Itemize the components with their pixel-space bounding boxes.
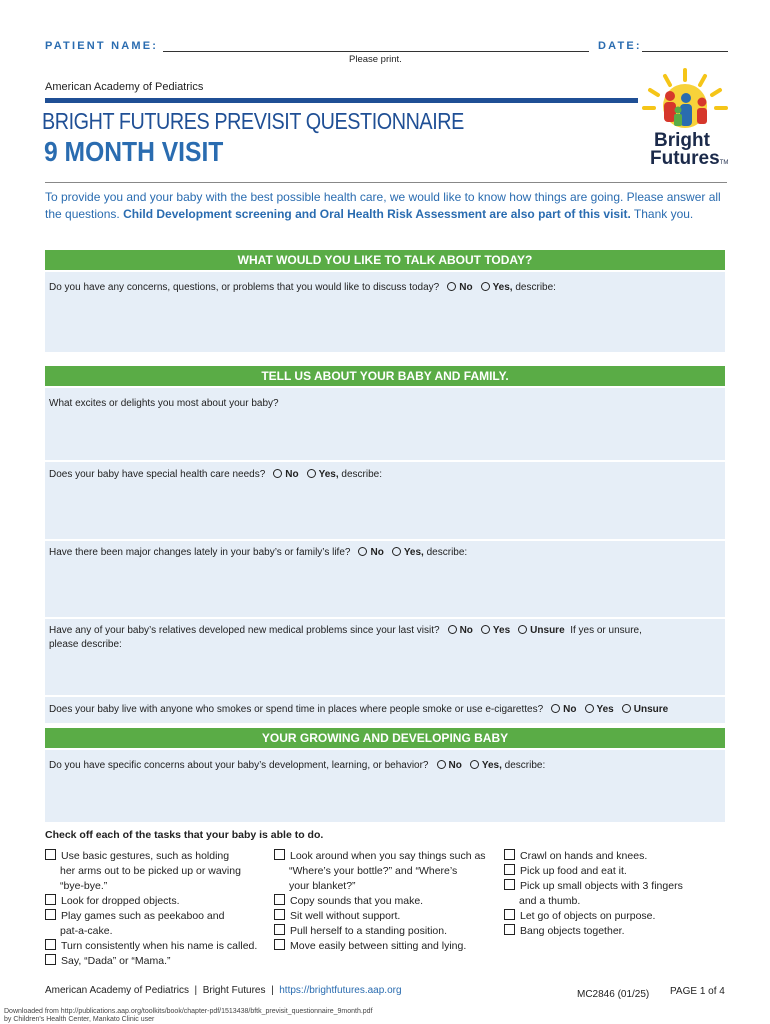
task-label: pat-a-cake. [60,925,113,937]
header-rule [45,98,638,103]
form-code: MC2846 (01/25) [577,989,650,1000]
task-item[interactable] [504,879,730,909]
growing-q1-text: Do you have specific concerns about your baby’s development, learning, or behavior? [49,760,429,771]
task-label: Sit well without support. [290,910,401,922]
task-label: Crawl on hands and knees. [520,850,648,862]
describe-label: describe: [423,547,468,558]
intro-paragraph [45,189,735,223]
task-label: Pick up small objects with 3 fingers [520,880,683,892]
tasks-col1 [45,849,275,969]
task-checkbox[interactable] [45,954,56,965]
task-checkbox[interactable] [504,909,515,920]
task-label: Pull herself to a standing position. [290,925,448,937]
section-family-heading: TELL US ABOUT YOUR BABY AND FAMILY. [45,366,725,386]
task-label: Turn consistently when his name is called. [61,940,258,952]
patient-name-label: PATIENT NAME: [45,40,159,52]
intro-text: To provide you and your baby with the best possible health care, we would like to know how things are going. Please answer all the questions. [45,190,721,221]
task-checkbox[interactable] [504,849,515,860]
family-q3-text: Have there been major changes lately in your baby’s or family’s life? [49,547,351,558]
talk-no-radio[interactable] [447,282,456,291]
task-checkbox[interactable] [45,849,56,860]
intro-end: Thank you. [630,207,694,221]
no-label: No [285,469,299,480]
task-checkbox[interactable] [274,894,285,905]
download-note-2: by Children's Health Center, Mankato Clinic user [4,1016,155,1023]
header-divider [45,182,727,183]
yes-label: Yes, [403,547,424,558]
task-checkbox[interactable] [274,849,285,860]
tasks-heading: Check off each of the tasks that your baby is able to do. [45,829,324,841]
family-q4-unsure-radio[interactable] [518,625,527,634]
task-checkbox[interactable] [45,939,56,950]
task-item[interactable] [45,939,275,954]
date-label: DATE: [598,40,642,52]
task-item[interactable] [274,909,506,924]
task-item[interactable] [274,924,506,939]
family-q5-unsure-radio[interactable] [622,704,631,713]
family-q3-box[interactable] [45,541,725,619]
task-label: your blanket?” [289,880,356,892]
footer-sep: | [271,985,274,996]
family-q4-box[interactable] [45,619,725,697]
family-q1-box[interactable] [45,388,725,462]
no-label: No [459,282,473,293]
task-label: Move easily between sitting and lying. [290,940,467,952]
page-title: BRIGHT FUTURES PREVISIT QUESTIONNAIRE [42,108,464,134]
family-q5-yes-radio[interactable] [585,704,594,713]
task-label: Say, “Dada” or “Mama.” [61,955,171,967]
footer-sep: | [194,985,198,996]
growing-no-radio[interactable] [437,760,446,769]
footer-left [45,985,402,996]
task-label: Play games such as peekaboo and [61,910,225,922]
task-label: Look for dropped objects. [61,895,180,907]
intro-bold: Child Development screening and Oral Health Risk Assessment are also part of this visit. [123,207,631,221]
footer-bf: Bright Futures [202,985,266,996]
family-q4-yes-radio[interactable] [481,625,490,634]
no-label: No [563,704,577,715]
family-q1-text: What excites or delights you most about your baby? [49,398,279,409]
task-item[interactable] [45,909,275,939]
family-q4-if-yes: If yes or unsure, [570,625,642,636]
task-label: Bang objects together. [520,925,625,937]
task-item[interactable] [504,864,730,879]
task-checkbox[interactable] [274,939,285,950]
family-q5-no-radio[interactable] [551,704,560,713]
task-label: Look around when you say things such as [290,850,486,862]
growing-q1-box[interactable] [45,750,725,824]
describe-label: describe: [501,760,546,771]
talk-q1-text: Do you have any concerns, questions, or problems that you would like to discuss today? [49,282,440,293]
no-label: No [459,625,473,636]
no-label: No [370,547,384,558]
task-checkbox[interactable] [274,909,285,920]
task-item[interactable] [45,849,275,894]
talk-q1-box[interactable] [45,272,725,354]
page-number: PAGE 1 of 4 [670,986,725,997]
date-field[interactable] [642,50,728,52]
task-item[interactable] [504,849,730,864]
task-label: Pick up food and eat it. [520,865,627,877]
task-label: Let go of objects on purpose. [520,910,656,922]
yes-label: Yes, [481,760,502,771]
sun-family-icon [640,66,730,138]
task-item[interactable] [45,954,275,969]
task-label: and a thumb. [519,895,581,907]
task-checkbox[interactable] [504,864,515,875]
task-item[interactable] [274,939,506,954]
task-label: her arms out to be picked up or waving [60,865,241,877]
org-name: American Academy of Pediatrics [45,81,204,93]
family-q5-box[interactable] [45,697,725,725]
task-label: “bye-bye.” [60,880,108,892]
task-item[interactable] [274,849,506,894]
task-label: Copy sounds that you make. [290,895,424,907]
growing-yes-radio[interactable] [470,760,479,769]
patient-name-field[interactable] [163,50,589,52]
describe-label: describe: [512,282,556,293]
task-item[interactable] [45,894,275,909]
visit-title: 9 MONTH VISIT [44,136,224,167]
yes-label: Yes [492,625,511,636]
family-q2-text: Does your baby have special health care needs? [49,469,266,480]
task-item[interactable] [504,924,730,939]
family-q2-no-radio[interactable] [273,469,282,478]
footer-org: American Academy of Pediatrics [45,985,189,996]
family-q3-yes-radio[interactable] [392,547,401,556]
logo-tm: TM [719,160,729,166]
unsure-label: Unsure [633,704,669,715]
please-print-note: Please print. [349,54,402,65]
task-label: Use basic gestures, such as holding [61,850,230,862]
task-checkbox[interactable] [274,924,285,935]
family-q3-no-radio[interactable] [358,547,367,556]
family-q2-box[interactable] [45,462,725,541]
task-item[interactable] [274,894,506,909]
yes-label: Yes, [492,282,513,293]
task-checkbox[interactable] [504,924,515,935]
logo-text-futures: Futures [650,148,720,169]
family-q5-text: Does your baby live with anyone who smokes or spend time in places where people smoke or use e-cigarettes? [49,704,544,715]
unsure-label: Unsure [530,625,565,636]
yes-label: Yes, [318,469,339,480]
talk-yes-radio[interactable] [481,282,490,291]
no-label: No [448,760,462,771]
task-label: “Where’s your bottle?” and “Where’s [289,865,458,877]
download-note-1: Downloaded from http://publications.aap.org/toolkits/book/chapter-pdf/1513438/bftk_previsit_questionnaire_9month.pdf [4,1008,373,1015]
family-q4-describe: please describe: [49,639,122,650]
family-q4-no-radio[interactable] [448,625,457,634]
footer-url-link[interactable]: https://brightfutures.aap.org [279,985,402,996]
family-q2-yes-radio[interactable] [307,469,316,478]
bright-futures-logo [640,66,730,174]
section-growing-heading: YOUR GROWING AND DEVELOPING BABY [45,728,725,748]
describe-label: describe: [338,469,382,480]
task-checkbox[interactable] [504,879,515,890]
task-checkbox[interactable] [45,894,56,905]
section-talk-heading: WHAT WOULD YOU LIKE TO TALK ABOUT TODAY? [45,250,725,270]
tasks-col2 [274,849,506,954]
yes-label: Yes [596,704,614,715]
logo-text-bright: Bright [654,130,710,151]
family-q4-text: Have any of your baby’s relatives developed new medical problems since your last visit? [49,625,440,636]
task-checkbox[interactable] [45,909,56,920]
task-item[interactable] [504,909,730,924]
tasks-col3 [504,849,730,939]
